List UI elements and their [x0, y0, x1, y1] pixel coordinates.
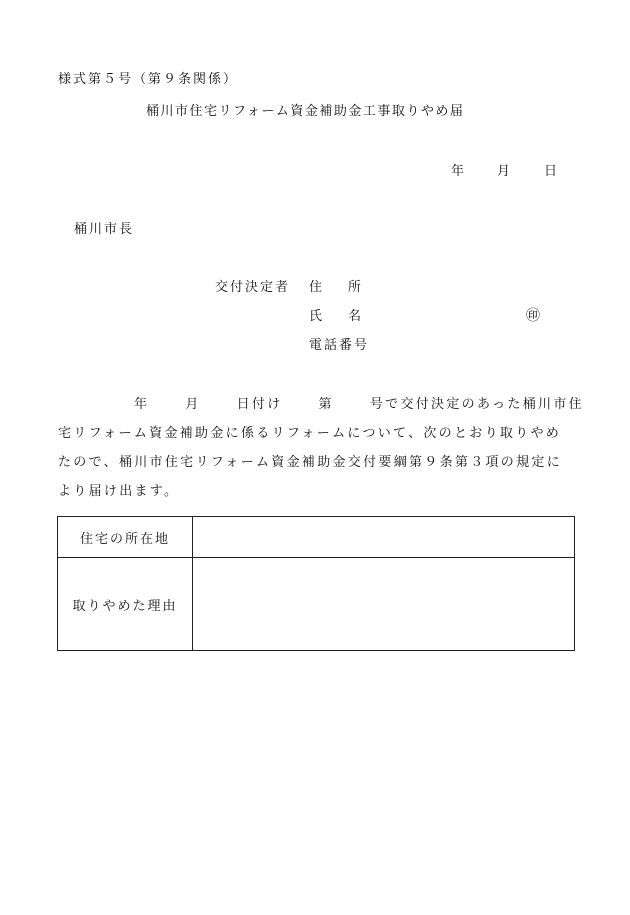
reason-value-cell[interactable]	[193, 558, 575, 651]
form-number: 様式第５号（第９条関係）	[58, 72, 239, 87]
table-row	[58, 517, 575, 558]
date-month-label: 月	[497, 164, 513, 179]
address-label: 住所	[309, 280, 388, 295]
notice-line-3: たので、桶川市住宅リフォーム資金補助金交付要綱第９条第３項の規定に	[58, 455, 562, 470]
date-day-label: 日	[544, 164, 560, 179]
details-table	[57, 516, 575, 651]
reason-label-cell: 取りやめた理由	[58, 558, 193, 651]
body-year: 年	[134, 397, 150, 412]
notice-line-1	[58, 390, 582, 419]
notice-line-4: より届け出ます。	[58, 484, 180, 499]
phone-label: 電話番号	[309, 338, 370, 353]
table-row	[58, 558, 575, 651]
seal-mark: ㊞	[526, 308, 540, 324]
body-line1-rest: 号で交付決定のあった桶川市住	[369, 397, 584, 412]
document-title: 桶川市住宅リフォーム資金補助金工事取りやめ届	[146, 104, 465, 119]
notice-line-2: 宅リフォーム資金補助金に係るリフォームについて、次のとおり取りやめ	[58, 426, 562, 441]
name-label: 氏名	[309, 309, 388, 324]
addressee: 桶川市長	[74, 222, 135, 237]
body-number-prefix: 第	[318, 397, 334, 412]
applicant-label: 交付決定者	[215, 280, 291, 295]
location-value-cell[interactable]	[193, 517, 575, 558]
body-day-suffix: 日付け	[236, 397, 283, 412]
location-label-cell: 住宅の所在地	[58, 517, 193, 558]
notice-body	[58, 390, 582, 506]
body-month: 月	[185, 397, 201, 412]
date-year-label: 年	[451, 164, 467, 179]
